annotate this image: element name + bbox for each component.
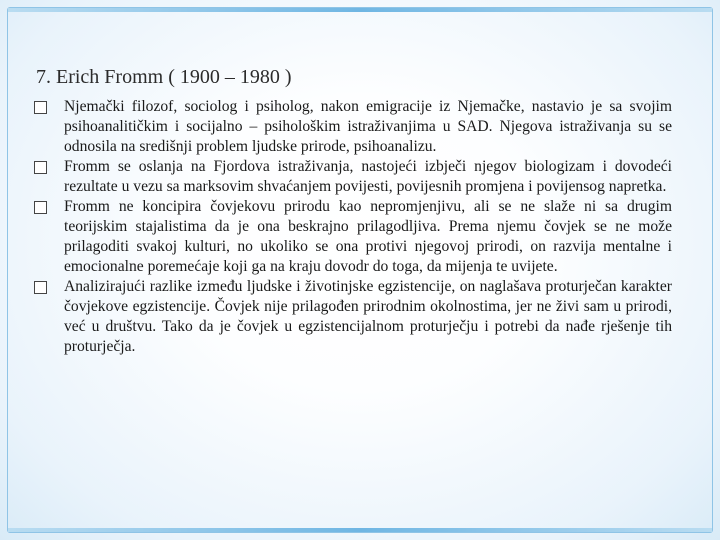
slide-title: 7. Erich Fromm ( 1900 – 1980 ) [36,66,292,88]
bullet-text: Njemački filozof, sociolog i psiholog, nakon emigracije iz Njemačke, nastavio je sa svojim psihoanalitičkim i socijalno – psihološkim istraživanjima u SAD. Njegova istraživanja su se odnosila na središnji problem ljudske prirode, psihoanalizu. [64,98,672,155]
top-accent-bar [8,8,712,12]
bullet-text: Analizirajući razlike između ljudske i životinjske egzistencije, on naglašava proturječan karakter čovjekove egzistencije. Čovjek nije prilagođen prirodnim okolnostima, jer ne živi sam u prirodi, već u društvu. Tako da je čovjek u egzistencijalnom proturječju i potrebi da nađe rješenje tih proturječja. [64,278,672,355]
bullet-item [34,277,672,357]
box-bullet-icon [34,101,47,114]
box-bullet-icon [34,281,47,294]
bullet-text: Fromm se oslanja na Fjordova istraživanja, nastojeći izbječi njegov biologizam i dovodeći rezultate u vezu sa marksovim shvaćanjem povijesti, povijesnih promjena i povijensog napretka. [64,158,672,195]
box-bullet-icon [34,161,47,174]
box-bullet-icon [34,201,47,214]
bullet-item [34,197,672,277]
bullet-item [34,157,672,197]
bottom-accent-bar [8,528,712,532]
bullet-list [34,97,672,357]
bullet-text: Fromm ne koncipira čovjekovu prirodu kao nepromjenjivu, ali se ne slaže ni sa drugim teorijskim stajalistima da je ona beskrajno prilagodljiva. Prema njemu čovjek se ne može prilagoditi svakoj kulturi, no ukoliko se ona protivi njegovoj prirodi, on razvija mentalne i emocionalne poremećaje koji ga na kraju dovodr do toga, da mijenja te uvijete. [64,198,672,275]
bullet-item [34,97,672,157]
